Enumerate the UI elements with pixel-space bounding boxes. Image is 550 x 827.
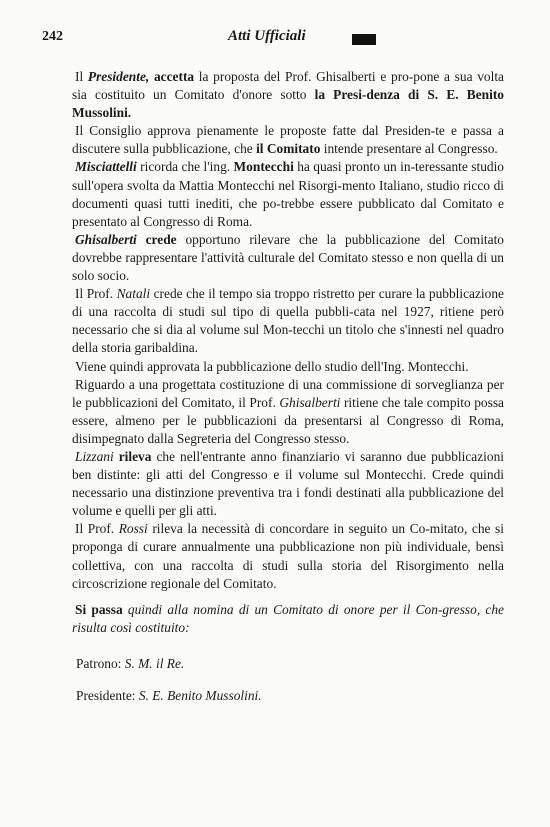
honorary-committee-list	[72, 655, 504, 705]
text-run: Il Prof.	[75, 286, 117, 302]
text-run: Si passa	[75, 601, 123, 617]
paragraph	[72, 231, 504, 285]
text-run: ha quasi pronto un in-teressante studio sull'opera svolta da Mattia Montecchi nel Risorgi-mento Italiano, studio ricco di documenti quasi tutti inediti, che po-trebbe essere pubblicato dal Comitato e presentato al Congresso di Roma.	[72, 159, 505, 229]
paragraph	[72, 158, 504, 230]
role-holder: S. E. Benito Mussolini.	[138, 688, 262, 703]
text-run: Il Consiglio approva pienamente le proposte fatte dal Presiden-te e passa a discutere sulla pubblicazione, che	[72, 123, 504, 157]
body-text	[72, 68, 504, 705]
paragraph	[72, 376, 504, 448]
text-run: Ghisalberti	[279, 394, 341, 410]
text-run: ritiene che tale compito possa essere, almeno per le pubblicazioni da presentarsi al Congresso di Roma, disimpegnato dalla Segreteria del Congresso stesso.	[72, 394, 504, 446]
text-run: che nell'entrante anno finanziario vi saranno due pubblicazioni ben distinte: gli atti del Congresso e il volume sul Montecchi. Crede quindi necessario una distinzione preventiva tra i fondi destinati alla pubblicazione del volume e quelli per gli atti.	[72, 448, 504, 519]
paragraph-list	[72, 68, 504, 637]
text-run: Lizzani	[75, 448, 114, 464]
text-run: la proposta del Prof. Ghisalberti e pro-pone a sua volta sia costituito un Comitato d'onore sotto	[72, 69, 504, 103]
paragraph	[72, 601, 504, 637]
text-run: Presidente,	[87, 69, 150, 84]
honorary-role-row	[76, 687, 504, 705]
paragraph	[72, 68, 504, 122]
text-run: Viene quindi approvata la pubblicazione dello studio dell'Ing. Montecchi.	[75, 358, 469, 374]
running-head: Atti Ufficiali	[228, 28, 306, 44]
text-run: rileva la necessità di concordare in seguito un Co-mitato, che si proponga di curare annualmente una pubblicazione non più individuale, bensì collettiva, con una raccolta di studi sulla storia del Risorgimento nella circoscrizione regionale del Comitato.	[72, 521, 504, 591]
paragraph	[72, 448, 504, 520]
text-run: rileva	[113, 448, 152, 464]
text-run: ricorda che l'ing.	[136, 159, 234, 175]
page-number: 242	[42, 29, 63, 44]
text-run: Ghisalberti	[75, 231, 137, 247]
text-run: il Comitato	[256, 141, 321, 157]
text-run: crede che il tempo sia troppo ristretto per curare la pubblicazione di una raccolta di studi sul tipo di quella pubbli-cata nel 1927, ritiene però necessario che si dia al volume sul Mon-tecchi un titolo che s'innesti nel quadro della storia garibaldina.	[72, 286, 504, 356]
paragraph	[72, 285, 504, 357]
paragraph	[72, 358, 504, 376]
text-run: la Presi-denza di S. E. Benito Mussolini.	[72, 87, 504, 121]
text-run: Il Prof.	[75, 521, 119, 537]
text-run: Rossi	[118, 521, 148, 537]
text-run: Montecchi	[233, 159, 294, 175]
role-holder: S. M. il Re.	[124, 655, 185, 671]
paragraph	[72, 520, 504, 592]
text-run: Riguardo a una progettata costituzione di una commissione di sorveglianza per le pubblicazioni del Comitato, il Prof.	[72, 376, 504, 410]
text-run: quindi alla nomina di un Comitato di onore per il Con-gresso, che risulta così costituito:	[72, 601, 504, 635]
role-label: Patrono:	[76, 655, 122, 671]
text-run: accetta	[149, 69, 195, 84]
text-run: crede	[136, 231, 177, 247]
role-label: Presidente:	[76, 688, 136, 703]
page-header	[0, 26, 550, 46]
text-run: Misciattelli	[75, 159, 137, 175]
text-run: opportuno rilevare che la pubblicazione del Comitato dovrebbe rappresentare l'attività culturale del Comitato stesso e non quella di un solo socio.	[72, 231, 504, 284]
honorary-role-row	[76, 655, 504, 673]
text-run: Il	[75, 69, 88, 84]
paragraph	[72, 122, 504, 158]
text-run: Natali	[116, 286, 151, 302]
ink-blot-mark	[352, 34, 376, 45]
text-run: intende presentare al Congresso.	[320, 141, 498, 157]
